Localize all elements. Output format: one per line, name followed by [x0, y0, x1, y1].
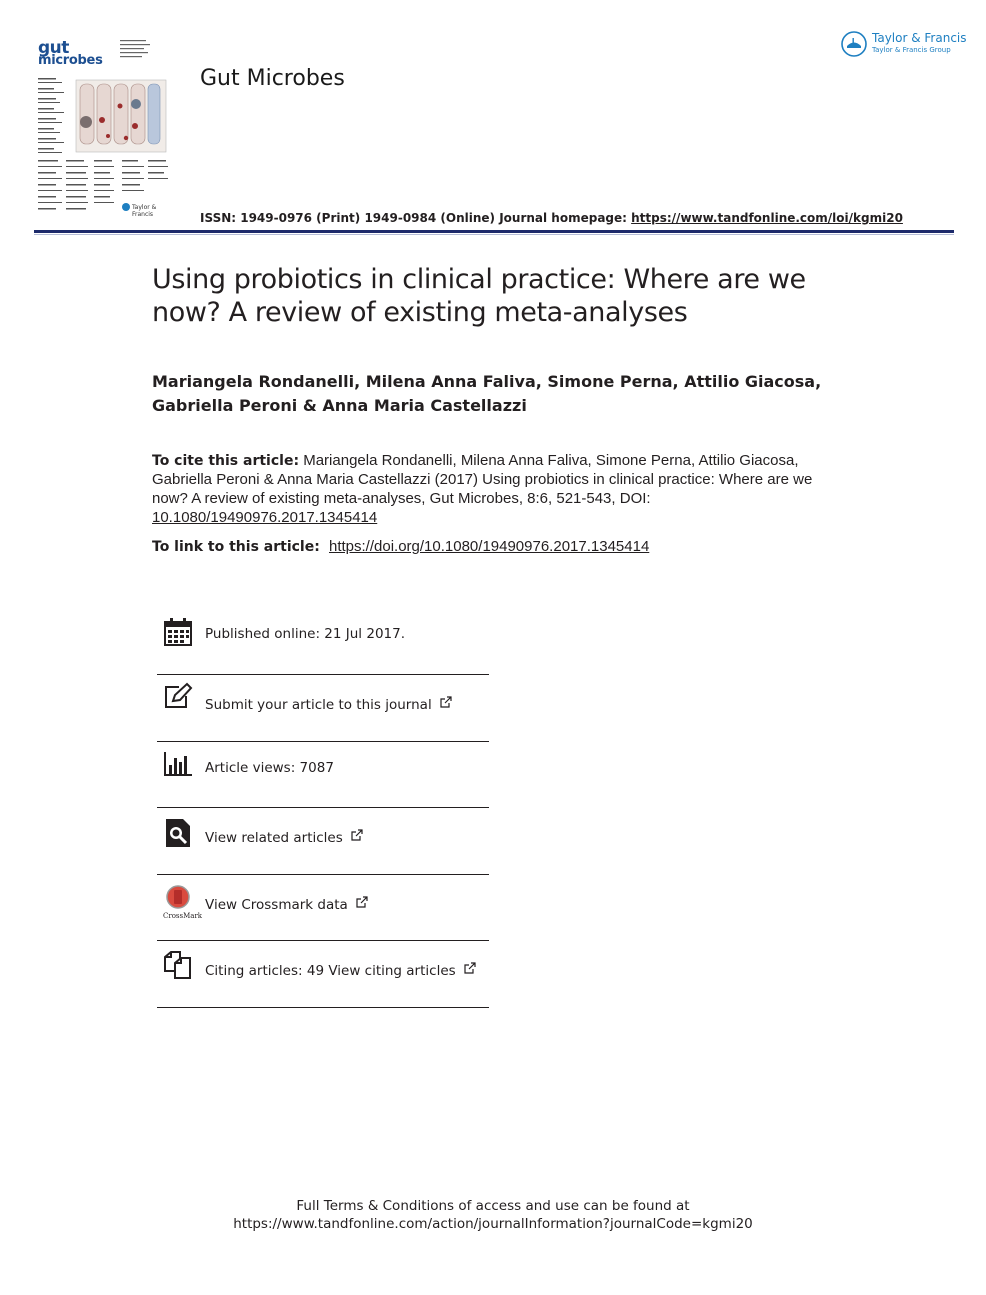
article-doi-link[interactable]: https://doi.org/10.1080/19490976.2017.1345414 [329, 538, 650, 555]
related-articles-text: View related articles [205, 830, 343, 846]
article-authors: Mariangela Rondanelli, Milena Anna Faliva, Simone Perna, Attilio Giacosa, Gabriella Peroni & Anna Maria Castellazzi [152, 372, 822, 415]
journal-homepage-link[interactable]: https://www.tandfonline.com/loi/kgmi20 [631, 211, 903, 225]
header-rule [34, 230, 954, 233]
info-row-views [157, 742, 489, 808]
copy-documents-icon [163, 951, 193, 981]
row-divider [157, 1007, 489, 1008]
terms-footer [0, 1197, 986, 1233]
submit-article-text: Submit your article to this journal [205, 697, 432, 713]
citing-articles-text: Citing articles: 49 View citing articles [205, 963, 456, 979]
cover-illustration [36, 36, 176, 216]
bar-chart-icon [163, 750, 193, 780]
edit-icon [163, 682, 193, 712]
citation-block [152, 451, 842, 527]
footer-line1: Full Terms & Conditions of access and use can be found at [296, 1198, 690, 1214]
external-link-icon [464, 962, 476, 974]
submit-article-link[interactable] [205, 696, 452, 713]
external-link-icon [351, 829, 363, 841]
info-row-crossmark[interactable] [157, 875, 489, 941]
info-row-citing[interactable] [157, 941, 489, 1007]
calendar-icon [163, 617, 193, 647]
info-row-related[interactable] [157, 808, 489, 874]
cover-brand-line2: microbes [38, 53, 103, 68]
search-document-icon [163, 818, 193, 848]
article-title: Using probiotics in clinical practice: Where are we now? A review of existing meta-analyses [152, 264, 806, 328]
cover-publisher-mini: Taylor & Francis [132, 204, 157, 216]
publisher-group: Taylor & Francis Group [872, 46, 951, 54]
published-text: Published online: 21 Jul 2017. [205, 626, 406, 642]
issn-text: ISSN: 1949-0976 (Print) 1949-0984 (Online) Journal homepage: [200, 211, 627, 225]
cover-brand-line1: gut [38, 38, 69, 58]
crossmark-icon-label: CrossMark [163, 912, 203, 920]
article-views-text: Article views: 7087 [205, 760, 334, 776]
crossmark-text: View Crossmark data [205, 897, 348, 913]
journal-title[interactable]: Gut Microbes [200, 66, 345, 91]
cite-text: Mariangela Rondanelli, Milena Anna Faliva, Simone Perna, Attilio Giacosa, Gabriella Peroni & Anna Maria Castellazzi (2017) Using probiotics in clinical practice: Where are we now? A review of existing meta-analyses, Gut Microbes, 8:6, 521-543, DOI: [152, 452, 813, 507]
footer-terms-link[interactable]: https://www.tandfonline.com/action/journalInformation?journalCode=kgmi20 [233, 1216, 753, 1232]
cite-label: To cite this article: [152, 453, 300, 469]
external-link-icon [356, 896, 368, 908]
cite-doi-link[interactable]: 10.1080/19490976.2017.1345414 [152, 509, 378, 526]
tf-logo-icon [840, 30, 868, 58]
crossmark-link[interactable] [205, 896, 368, 913]
citing-articles-link[interactable] [205, 962, 476, 979]
related-articles-link[interactable] [205, 829, 363, 846]
crossmark-icon [163, 885, 193, 915]
journal-cover-thumbnail [36, 36, 176, 216]
issn-line [200, 211, 903, 225]
publisher-name: Taylor & Francis [872, 31, 967, 45]
link-block [152, 538, 842, 555]
link-label: To link to this article: [152, 539, 320, 555]
info-row-published [157, 608, 489, 674]
info-row-submit[interactable] [157, 675, 489, 741]
external-link-icon [440, 696, 452, 708]
header-rule-thin [34, 234, 954, 235]
publisher-logo[interactable] [840, 30, 967, 60]
